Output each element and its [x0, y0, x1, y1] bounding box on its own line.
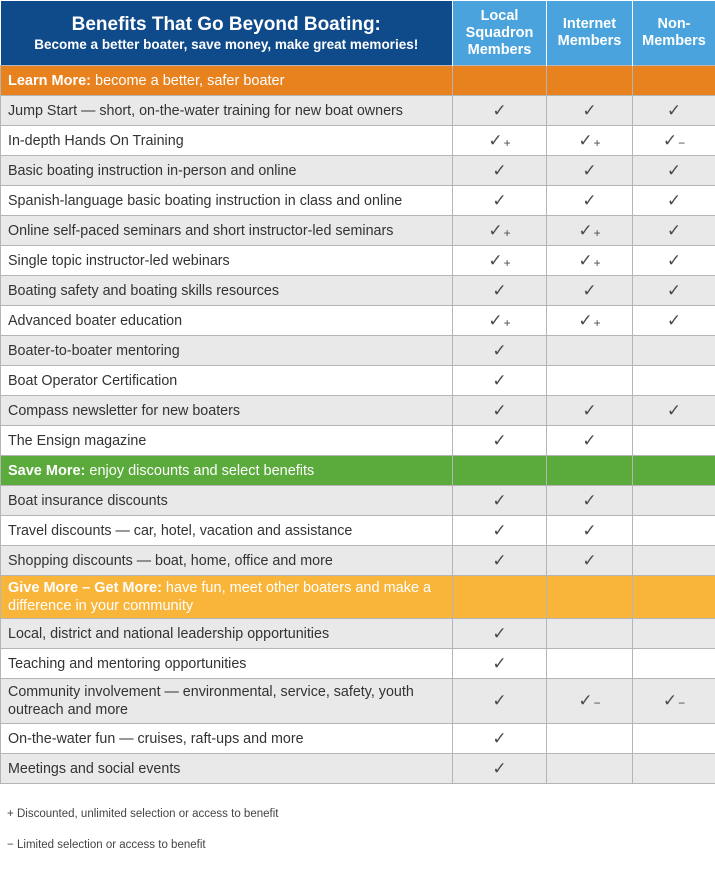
section-header-empty-cell — [547, 576, 633, 619]
benefit-row — [1, 96, 715, 126]
benefit-mark-cell: ✓ — [453, 96, 547, 126]
benefit-mark-cell: ✓+ — [547, 216, 633, 246]
benefit-mark-cell: ✓ — [547, 96, 633, 126]
benefit-mark-cell: ✓ — [453, 486, 547, 516]
benefit-mark-cell: ✓ — [453, 366, 547, 396]
benefit-mark-cell: ✓+ — [453, 306, 547, 336]
benefit-row — [1, 486, 715, 516]
section-title-bold: Give More – Get More: — [8, 580, 162, 596]
table-title: Benefits That Go Beyond Boating: — [71, 13, 381, 35]
column-header-local-squadron: Local Squadron Members — [453, 1, 547, 66]
benefit-mark-cell — [547, 649, 633, 679]
benefit-mark-cell: ✓ — [633, 96, 715, 126]
plus-mark: + — [503, 315, 511, 330]
footnote-plus — [7, 808, 278, 820]
benefit-row — [1, 366, 715, 396]
benefit-label: Boater-to-boater mentoring — [1, 336, 453, 366]
minus-mark: − — [678, 695, 686, 710]
footnote-text: Discounted, unlimited selection or access to benefit — [17, 808, 279, 820]
benefit-label: Shopping discounts — boat, home, office and more — [1, 546, 453, 576]
table-subtitle: Become a better boater, save money, make great memories! — [34, 36, 419, 52]
benefit-label: The Ensign magazine — [1, 426, 453, 456]
section-title-text: become a better, safer boater — [91, 72, 285, 89]
benefit-row — [1, 306, 715, 336]
benefit-label: Teaching and mentoring opportunities — [1, 649, 453, 679]
benefit-row — [1, 724, 715, 754]
section-title-bold: Learn More: — [8, 72, 91, 89]
benefit-mark-cell: ✓ — [453, 396, 547, 426]
benefit-mark-cell — [633, 649, 715, 679]
benefit-mark-cell: ✓+ — [453, 126, 547, 156]
plus-mark: + — [503, 225, 511, 240]
benefit-mark-cell: ✓ — [547, 156, 633, 186]
benefit-row — [1, 216, 715, 246]
benefit-mark-cell: ✓ — [547, 186, 633, 216]
benefit-mark-cell: ✓+ — [547, 126, 633, 156]
benefit-label: Spanish-language basic boating instruction in class and online — [1, 186, 453, 216]
benefit-row — [1, 754, 715, 784]
benefit-mark-cell: ✓ — [633, 306, 715, 336]
benefit-mark-cell: ✓ — [547, 486, 633, 516]
benefit-row — [1, 246, 715, 276]
benefit-mark-cell: ✓ — [547, 276, 633, 306]
benefit-mark-cell: ✓+ — [453, 216, 547, 246]
benefit-mark-cell: ✓ — [453, 649, 547, 679]
benefit-row — [1, 156, 715, 186]
benefit-label: Advanced boater education — [1, 306, 453, 336]
benefit-row — [1, 679, 715, 724]
benefit-row — [1, 336, 715, 366]
benefit-mark-cell: ✓ — [453, 426, 547, 456]
benefit-mark-cell — [547, 754, 633, 784]
benefit-label: Online self-paced seminars and short instructor-led seminars — [1, 216, 453, 246]
footnote-minus — [7, 839, 206, 851]
section-title — [1, 576, 453, 619]
section-title-text: enjoy discounts and select benefits — [85, 462, 315, 479]
table-title-cell — [1, 1, 453, 66]
benefit-mark-cell: ✓ — [633, 156, 715, 186]
benefit-label: In-depth Hands On Training — [1, 126, 453, 156]
benefit-mark-cell — [633, 754, 715, 784]
column-header-non-members: Non- Members — [633, 1, 715, 66]
benefit-mark-cell: ✓ — [453, 516, 547, 546]
minus-mark: − — [593, 695, 601, 710]
benefit-mark-cell: ✓ — [453, 336, 547, 366]
footnote-text: Limited selection or access to benefit — [17, 839, 206, 851]
section-header-empty-cell — [633, 66, 715, 96]
section-title — [1, 456, 453, 486]
benefit-mark-cell: ✓− — [633, 126, 715, 156]
section-header-empty-cell — [633, 456, 715, 486]
benefit-row — [1, 126, 715, 156]
benefit-mark-cell: ✓− — [547, 679, 633, 724]
benefit-label: Community involvement — environmental, service, safety, youth outreach and more — [1, 679, 453, 724]
benefit-label: Compass newsletter for new boaters — [1, 396, 453, 426]
benefit-mark-cell — [547, 619, 633, 649]
benefit-label: Boat insurance discounts — [1, 486, 453, 516]
section-header-row — [1, 66, 715, 96]
benefit-mark-cell: ✓ — [453, 156, 547, 186]
benefit-mark-cell: ✓ — [453, 724, 547, 754]
plus-mark: + — [503, 255, 511, 270]
benefit-mark-cell: ✓− — [633, 679, 715, 724]
benefit-row — [1, 186, 715, 216]
footnote-symbol: − — [7, 839, 14, 851]
benefit-mark-cell: ✓+ — [547, 306, 633, 336]
section-header-empty-cell — [633, 576, 715, 619]
benefit-mark-cell: ✓ — [547, 546, 633, 576]
section-header-empty-cell — [453, 66, 547, 96]
plus-mark: + — [503, 135, 511, 150]
section-title — [1, 66, 453, 96]
minus-mark: − — [678, 135, 686, 150]
benefit-row — [1, 516, 715, 546]
benefit-row — [1, 649, 715, 679]
benefit-row — [1, 426, 715, 456]
benefit-mark-cell: ✓ — [633, 396, 715, 426]
benefit-mark-cell: ✓ — [453, 754, 547, 784]
benefit-mark-cell: ✓ — [633, 246, 715, 276]
section-header-row — [1, 576, 715, 619]
benefit-mark-cell: ✓ — [453, 679, 547, 724]
benefit-mark-cell — [547, 336, 633, 366]
benefit-label: Boat Operator Certification — [1, 366, 453, 396]
section-header-row — [1, 456, 715, 486]
benefit-label: Jump Start — short, on-the-water training for new boat owners — [1, 96, 453, 126]
benefit-mark-cell: ✓ — [633, 186, 715, 216]
benefit-row — [1, 396, 715, 426]
benefit-mark-cell: ✓+ — [547, 246, 633, 276]
benefit-mark-cell: ✓ — [633, 276, 715, 306]
section-header-empty-cell — [547, 456, 633, 486]
benefit-mark-cell — [633, 336, 715, 366]
section-header-empty-cell — [453, 456, 547, 486]
benefit-mark-cell: ✓ — [633, 216, 715, 246]
benefit-mark-cell: ✓+ — [453, 246, 547, 276]
benefit-label: Single topic instructor-led webinars — [1, 246, 453, 276]
header-row — [1, 1, 715, 66]
benefit-label: Boating safety and boating skills resources — [1, 276, 453, 306]
table-body — [1, 66, 715, 784]
section-header-empty-cell — [547, 66, 633, 96]
benefit-mark-cell — [547, 724, 633, 754]
benefit-mark-cell: ✓ — [453, 276, 547, 306]
footnote-symbol: + — [7, 808, 14, 820]
benefit-label: Local, district and national leadership opportunities — [1, 619, 453, 649]
plus-mark: + — [593, 135, 601, 150]
benefit-label: On-the-water fun — cruises, raft-ups and more — [1, 724, 453, 754]
benefit-row — [1, 619, 715, 649]
benefit-label: Meetings and social events — [1, 754, 453, 784]
section-title-text: have fun, meet other boaters and make a difference in your community — [8, 580, 432, 614]
benefit-mark-cell — [633, 516, 715, 546]
plus-mark: + — [593, 315, 601, 330]
benefit-mark-cell — [633, 486, 715, 516]
benefit-mark-cell — [547, 366, 633, 396]
section-title-bold: Save More: — [8, 462, 86, 479]
column-header-internet: Internet Members — [547, 1, 633, 66]
benefit-mark-cell: ✓ — [547, 516, 633, 546]
benefit-mark-cell: ✓ — [453, 619, 547, 649]
benefit-row — [1, 276, 715, 306]
benefit-mark-cell — [633, 366, 715, 396]
benefit-label: Basic boating instruction in-person and online — [1, 156, 453, 186]
benefit-mark-cell — [633, 619, 715, 649]
section-header-empty-cell — [453, 576, 547, 619]
plus-mark: + — [593, 225, 601, 240]
benefit-mark-cell — [633, 546, 715, 576]
benefit-mark-cell: ✓ — [547, 426, 633, 456]
benefit-label: Travel discounts — car, hotel, vacation and assistance — [1, 516, 453, 546]
plus-mark: + — [593, 255, 601, 270]
benefit-mark-cell: ✓ — [453, 546, 547, 576]
benefit-row — [1, 546, 715, 576]
benefit-mark-cell — [633, 724, 715, 754]
benefit-mark-cell: ✓ — [547, 396, 633, 426]
benefit-mark-cell: ✓ — [453, 186, 547, 216]
benefit-mark-cell — [633, 426, 715, 456]
